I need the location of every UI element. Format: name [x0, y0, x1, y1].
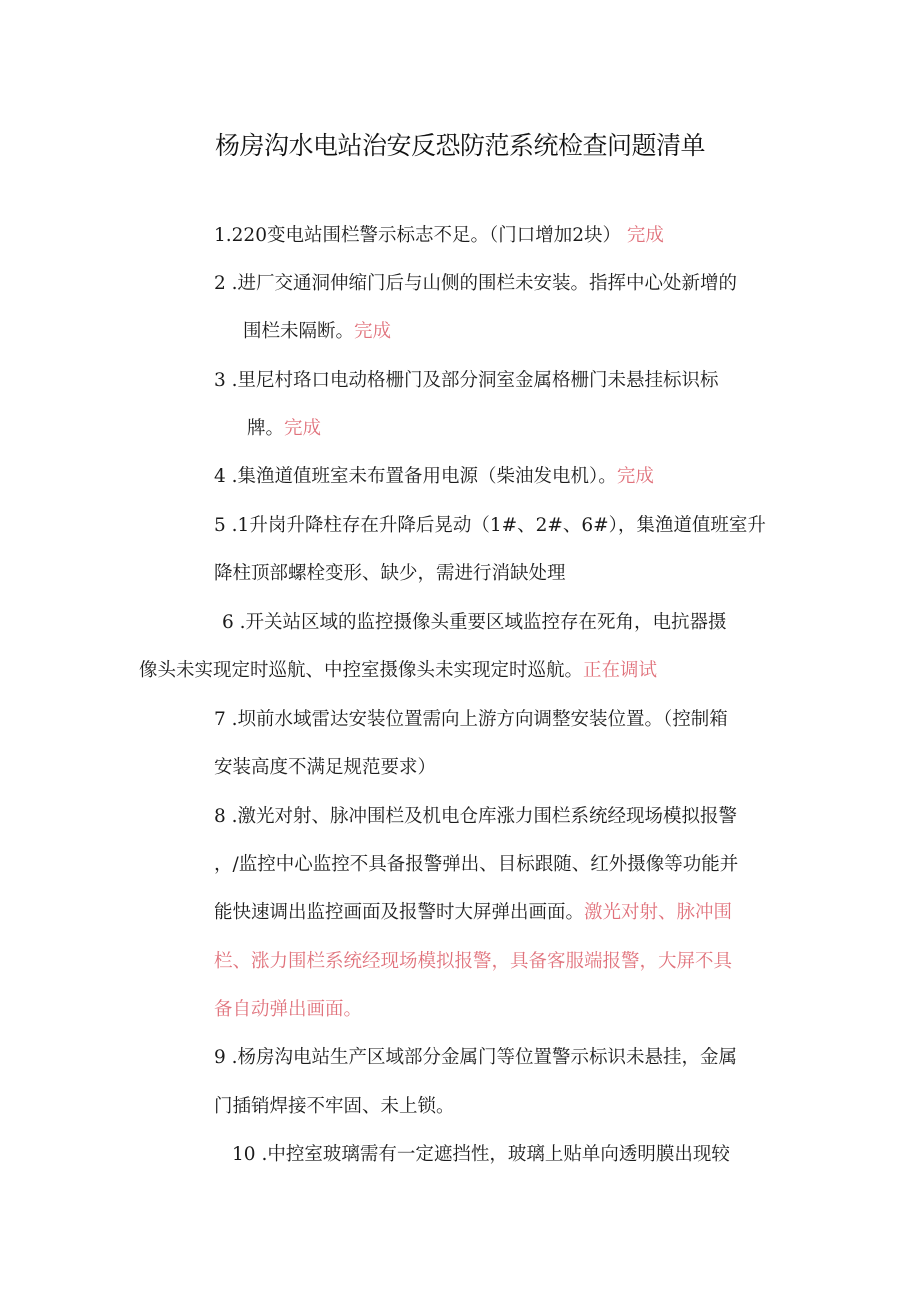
status-label: 完成	[284, 418, 322, 439]
item-number: 5	[214, 515, 226, 536]
list-item-6-continued	[139, 659, 657, 683]
item-text: 降柱顶部螺栓变形、缺少，需进行消缺处理	[214, 563, 566, 584]
item-text: 安装高度不满足规范要求）	[214, 757, 437, 778]
list-item-1	[214, 224, 664, 248]
status-label: 正在调试	[583, 660, 658, 681]
item-text: .中控室玻璃需有一定遮挡性，玻璃上贴单向透明膜出现较	[261, 1144, 730, 1165]
list-item-7	[214, 708, 728, 732]
item-text: .集渔道值班室未布置备用电源（柴油发电机）。	[231, 466, 617, 487]
item-text: ，/监控中心监控不具备报警弹出、目标跟随、红外摄像等功能并	[214, 854, 739, 875]
response-text-continued: 备自动弹出画面。	[214, 999, 363, 1020]
list-item-8-continued	[214, 853, 738, 877]
item-number: 2	[214, 273, 226, 294]
item-number: 6	[222, 612, 234, 633]
status-label: 完成	[626, 225, 664, 246]
item-text: 像头未实现定时巡航、中控室摄像头未实现定时巡航。	[139, 660, 584, 681]
item-text: 220变电站围栏警示标志不足。（门口增加2块）	[231, 225, 621, 246]
list-item-6	[222, 611, 727, 635]
document-title: 杨房沟水电站治安反恐防范系统检查问题清单	[214, 131, 705, 160]
item-text: .1升岗升降柱存在升降后晃动（1#、2#、6#），集渔道值班室升	[231, 515, 766, 536]
status-label: 完成	[354, 321, 392, 342]
list-item-2	[214, 272, 737, 296]
list-item-8	[214, 805, 737, 829]
list-item-4	[214, 465, 654, 489]
item-text: .杨房沟电站生产区域部分金属门等位置警示标识未悬挂，金属	[231, 1047, 738, 1068]
list-item-8-continued	[214, 901, 732, 925]
list-item-3	[214, 369, 719, 393]
status-label: 完成	[616, 466, 654, 487]
list-item-5	[214, 514, 766, 538]
list-item-9-continued	[214, 1095, 455, 1119]
item-number: 9	[214, 1047, 226, 1068]
item-text: .坝前水域雷达安装位置需向上游方向调整安装位置。（控制箱	[231, 709, 728, 730]
item-number: 10	[232, 1144, 256, 1165]
response-text-continued: 栏、涨力围栏系统经现场模拟报警，具备客服端报警，大屏不具	[214, 951, 733, 972]
item-text: .里尼村珞口电动格栅门及部分洞室金属格栅门未悬挂标识标	[231, 370, 719, 391]
item-text: 围栏未隔断。	[243, 321, 355, 342]
response-text: 激光对射、脉冲围	[584, 902, 733, 923]
list-item-7-continued	[214, 756, 436, 780]
item-number: 1.	[214, 225, 232, 246]
item-text: 门插销焊接不牢固、未上锁。	[214, 1096, 455, 1117]
item-number: 4	[214, 466, 226, 487]
item-text: 牌。	[247, 418, 285, 439]
item-text: 能快速调出监控画面及报警时大屏弹出画面。	[214, 902, 585, 923]
list-item-10	[232, 1143, 730, 1167]
list-item-3-continued	[247, 417, 321, 441]
item-text: .激光对射、脉冲围栏及机电仓库涨力围栏系统经现场模拟报警	[231, 806, 738, 827]
list-item-9	[214, 1046, 737, 1070]
item-text: .开关站区域的监控摄像头重要区域监控存在死角，电抗器摄	[239, 612, 727, 633]
item-number: 8	[214, 806, 226, 827]
item-text: .进厂交通洞伸缩门后与山侧的围栏未安装。指挥中心处新增的	[231, 273, 738, 294]
item-number: 3	[214, 370, 226, 391]
list-item-5-continued	[214, 562, 566, 586]
list-item-2-continued	[243, 320, 391, 344]
item-number: 7	[214, 709, 226, 730]
